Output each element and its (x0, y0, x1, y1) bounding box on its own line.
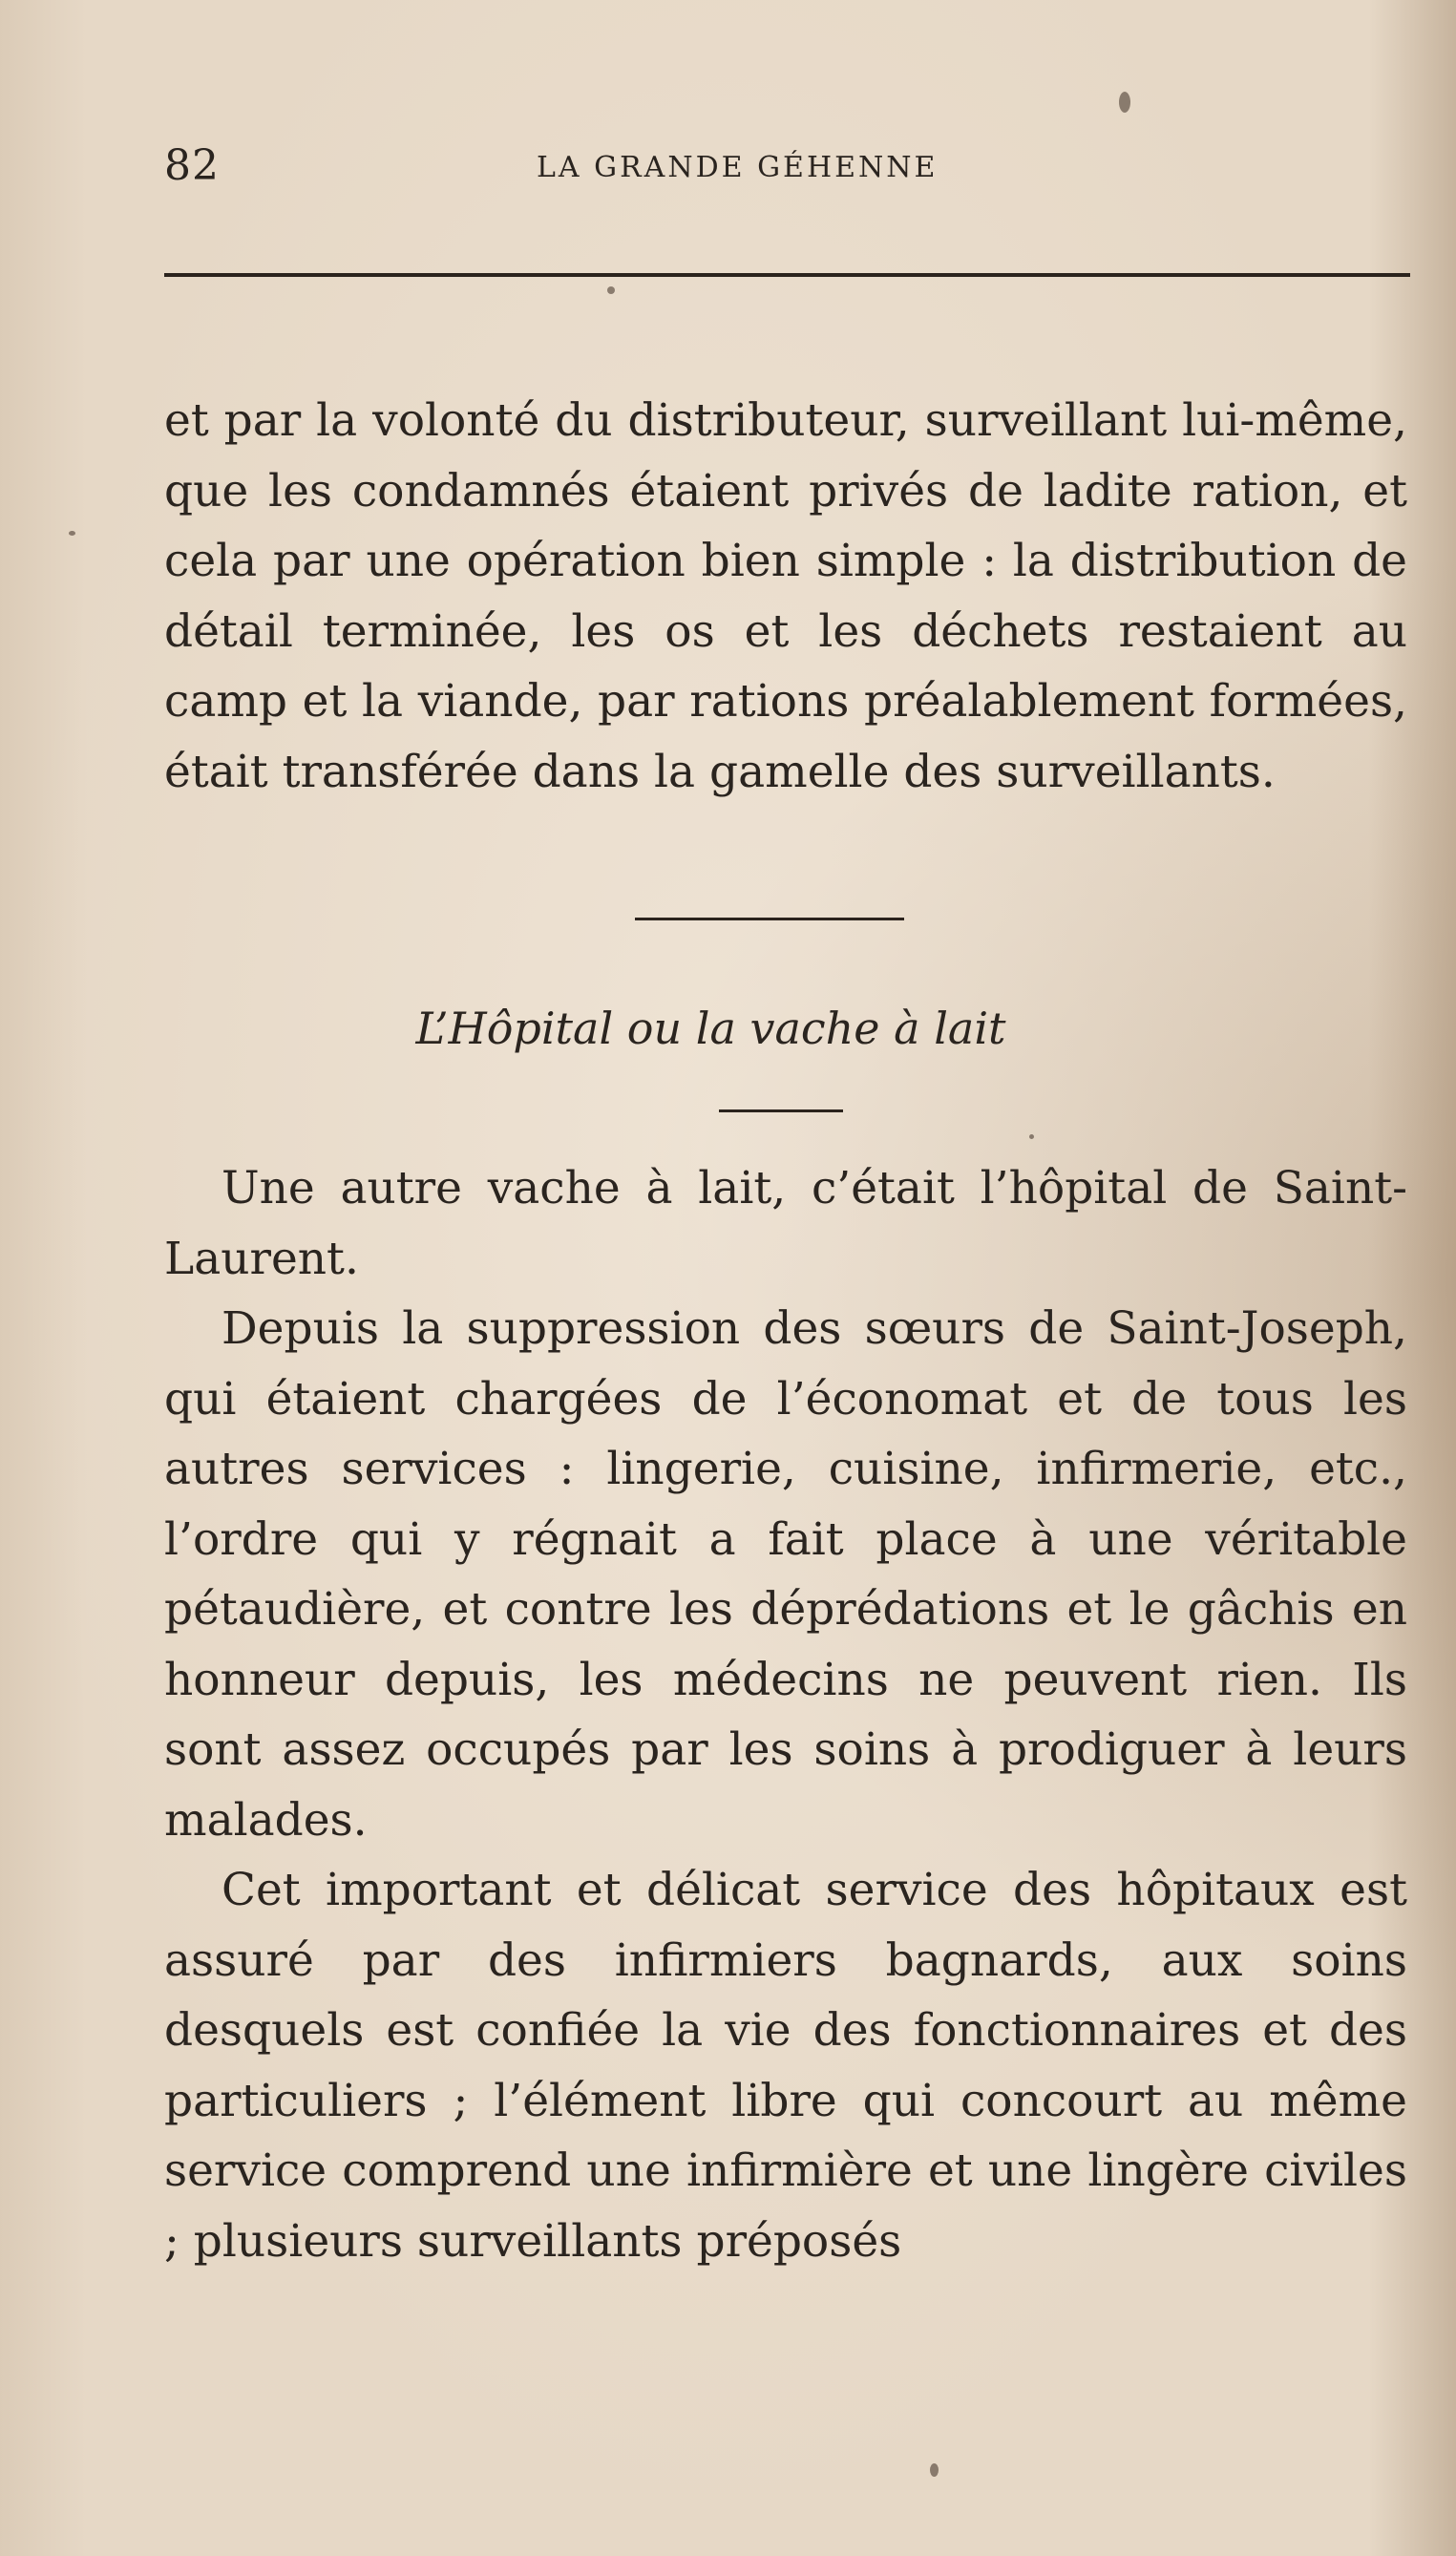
paper-speck (1119, 92, 1130, 113)
section-separator-long (635, 918, 904, 920)
paragraph-1 (164, 386, 1407, 807)
section-title-text: L’Hôpital ou la vache à lait (415, 1003, 1006, 1054)
section-title (0, 1003, 1456, 1054)
paper-speck (1029, 1134, 1034, 1139)
paragraph-4: Cet important et délicat service des hôpitaux est assuré par des infirmiers bagnards, aux soins desquels est confiée la vie des fonctionnaires et des particuliers ; l’élément libre qui concourt au même service comprend une infirmière et une lingère civiles ; plusieurs surveillants préposés (164, 1864, 1407, 2268)
header-rule (164, 273, 1410, 277)
paragraph-1-text: et par la volonté du distributeur, surveillant lui-même, que les condamnés étaient privés de ladite ration, et cela par une opération bien simple : la distribution de détail terminée, les os et les déchets restaient au camp et la viande, par rations préalablement formées, était transférée dans la gamelle des surveillants. (164, 394, 1407, 798)
paper-speck (607, 286, 615, 294)
running-title: LA GRANDE GÉHENNE (537, 151, 939, 184)
page-number: 82 (164, 141, 220, 190)
running-head (164, 141, 1405, 199)
paper-speck (69, 531, 75, 536)
body-text-block (164, 1153, 1407, 2276)
paper-speck (930, 2463, 939, 2477)
paragraph-2: Une autre vache à lait, c’était l’hôpital de Saint-Laurent. (164, 1162, 1407, 1285)
paragraph-3: Depuis la suppression des sœurs de Saint-Joseph, qui étaient chargées de l’économat et de tous les autres services : lingerie, cuisine, infirmerie, etc., l’ordre qui y régnait a fait place à une véritable pétaudière, et contre les déprédations et le gâchis en honneur depuis, les médecins ne peuvent rien. Ils sont assez occupés par les soins à prodiguer à leurs malades. (164, 1302, 1407, 1847)
section-separator-short (719, 1109, 843, 1112)
